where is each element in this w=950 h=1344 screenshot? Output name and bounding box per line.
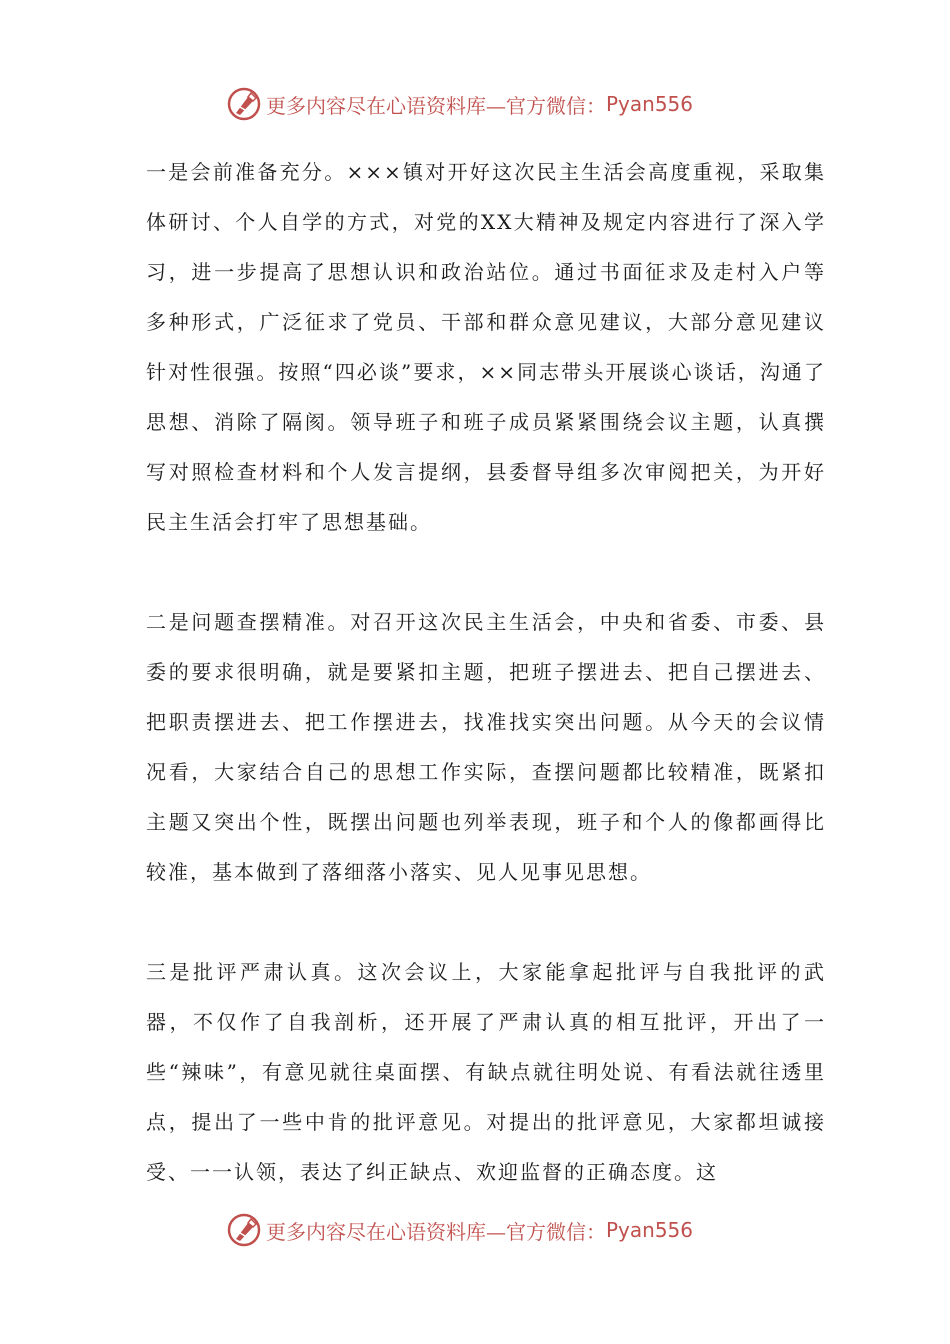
pen-nib-logo-icon [226, 86, 262, 122]
watermark-handle: Pyan556 [606, 92, 694, 116]
document-body [146, 147, 826, 1197]
paragraph-problem-identification: 二是问题查摆精准。对召开这次民主生活会，中央和省委、市委、县委的要求很明确，就是要紧扣主题，把班子摆进去、把自己摆进去、把职责摆进去、把工作摆进去，找准找实突出问题。从今天的会议情况看，大家结合自己的思想工作实际，查摆问题都比较精准，既紧扣主题又突出个性，既摆出问题也列举表现，班子和个人的像都画得比较准，基本做到了落细落小落实、见人见事见思想。 [146, 610, 826, 884]
pen-nib-logo-icon [226, 1212, 262, 1248]
paragraph-criticism: 三是批评严肃认真。这次会议上，大家能拿起批评与自我批评的武器，不仅作了自我剖析，还开展了严肃认真的相互批评，开出了一些“辣味”，有意见就往桌面摆、有缺点就往明处说、有看法就往透里点，提出了一些中肯的批评意见。对提出的批评意见，大家都坦诚接受、一一认领，表达了纠正缺点、欢迎监督的正确态度。这 [146, 960, 826, 1184]
watermark-header [226, 84, 693, 124]
watermark-text: 更多内容尽在心语资料库—官方微信： [266, 1219, 606, 1244]
paragraph-preparation: 一是会前准备充分。×××镇对开好这次民主生活会高度重视，采取集体研讨、个人自学的方式，对党的XX大精神及规定内容进行了深入学习，进一步提高了思想认识和政治站位。通过书面征求及走村入户等多种形式，广泛征求了党员、干部和群众意见建议，大部分意见建议针对性很强。按照“四必谈”要求，××同志带头开展谈心谈话，沟通了思想、消除了隔阂。领导班子和班子成员紧紧围绕会议主题，认真撰写对照检查材料和个人发言提纲，县委督导组多次审阅把关，为开好民主生活会打牢了思想基础。 [146, 160, 826, 534]
watermark-handle: Pyan556 [606, 1218, 694, 1242]
watermark-footer [226, 1210, 693, 1250]
watermark-text: 更多内容尽在心语资料库—官方微信： [266, 93, 606, 118]
